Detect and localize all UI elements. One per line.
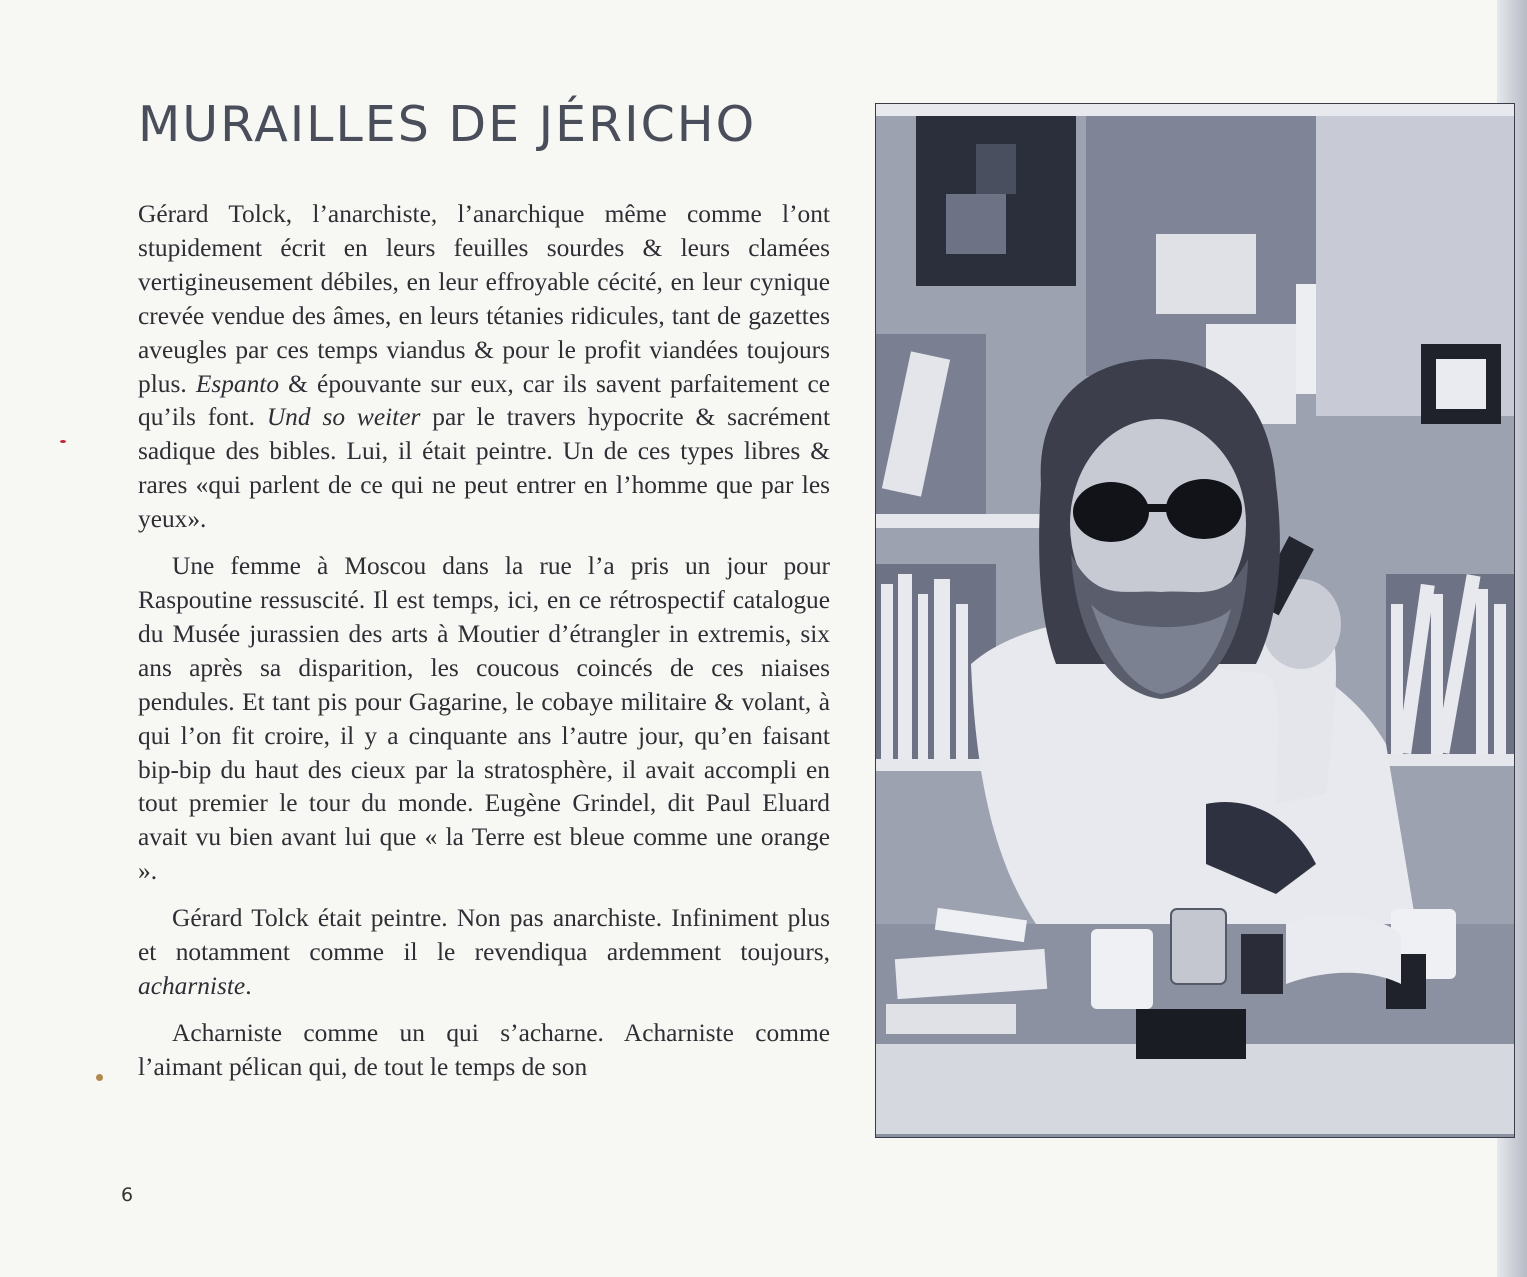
- page-number: 6: [121, 1184, 134, 1206]
- text-run: Acharniste comme un qui s’acharne. Acharniste comme l’aimant pélican qui, de tout le temps de son: [138, 1018, 830, 1081]
- page-title: MURAILLES DE JÉRICHO: [138, 96, 757, 153]
- photo-illustration: [876, 104, 1514, 1137]
- italic-phrase: Und so weiter: [266, 403, 421, 432]
- text-run: Gérard Tolck, l’anarchiste, l’anarchique même comme l’ont stupidement écrit en leurs feuilles sourdes & leurs clamées vertigineusement débiles, en leur effroyable cécité, en leur cynique crevée vendue des âmes, en leurs tétanies ridicules, tant de gazettes aveugles par ces temps viandus & pour le profit viandées toujours plus.: [138, 200, 830, 398]
- italic-phrase: Espanto: [195, 369, 280, 398]
- body-text: [138, 198, 830, 1098]
- text-run: & épouvante sur eux, car ils savent parfaitement ce qu’ils font.: [138, 369, 830, 432]
- paragraph: [138, 550, 830, 889]
- text-run: .: [245, 971, 252, 1000]
- paper-speck: [96, 1074, 103, 1081]
- paragraph: [138, 1017, 830, 1085]
- paragraph: [138, 902, 830, 1004]
- italic-phrase: acharniste: [138, 971, 246, 1000]
- text-run: Une femme à Moscou dans la rue l’a pris un jour pour Raspoutine ressuscité. Il est temps, ici, en ce rétrospectif catalogue du Musée jurassien des arts à Moutier d’étrangler in extremis, six ans après sa disparition, les coucous coincés de ces niaises pendules. Et tant pis pour Gagarine, le cobaye militaire & volant, à qui l’on fit croire, il y a cinquante ans l’autre jour, qu’en faisant bip-bip du haut des cieux par la stratosphère, il avait accompli en tout premier le tour du monde. Eugène Grindel, dit Paul Eluard avait vu bien avant lui que « la Terre est bleue comme une orange ».: [138, 552, 830, 886]
- text-run: par le travers hypocrite & sacrément sadique des bibles. Lui, il était peintre. Un de ces types libres & rares «qui parlent de ce qui ne peut entrer en l’homme que par les yeux».: [138, 403, 831, 534]
- portrait-photo: [875, 103, 1515, 1138]
- text-run: Gérard Tolck était peintre. Non pas anarchiste. Infiniment plus et notamment comme il le revendiqua ardemment toujours,: [138, 904, 830, 967]
- paragraph: [138, 198, 830, 537]
- ink-speck: [60, 440, 66, 443]
